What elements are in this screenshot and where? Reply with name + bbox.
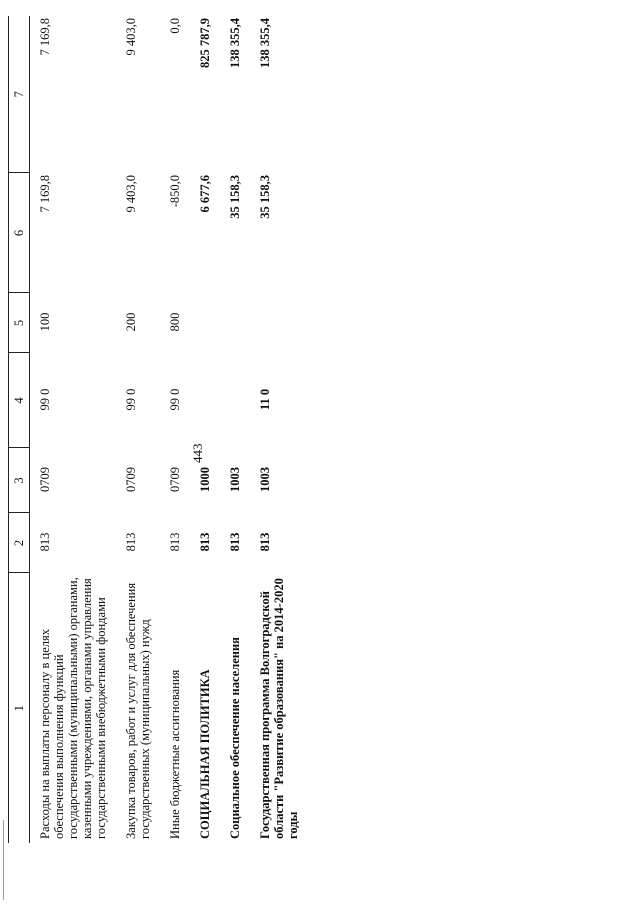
row-total: 825 787,9 bbox=[198, 18, 212, 68]
row-type bbox=[190, 293, 220, 353]
row-code: 813 bbox=[168, 532, 182, 552]
header-col-5: 5 bbox=[9, 293, 30, 353]
row-type: 800 bbox=[168, 312, 182, 332]
row-code: 813 bbox=[198, 532, 212, 552]
row-target: 99 0 bbox=[124, 388, 138, 411]
row-code: 813 bbox=[228, 532, 242, 552]
header-row bbox=[9, 16, 30, 843]
table-row bbox=[250, 16, 308, 843]
row-code: 813 bbox=[258, 532, 272, 552]
row-section: 1003 bbox=[258, 467, 272, 492]
table-row bbox=[190, 16, 220, 843]
header-col-6: 6 bbox=[9, 173, 30, 293]
row-total: 138 355,4 bbox=[258, 18, 272, 68]
page-number: 443 bbox=[190, 443, 205, 463]
budget-table bbox=[8, 16, 308, 843]
row-type bbox=[220, 293, 250, 353]
row-total: 138 355,4 bbox=[228, 18, 242, 68]
header-col-7: 7 bbox=[9, 16, 30, 173]
row-total: 7 169,8 bbox=[38, 18, 52, 56]
row-change: 35 158,3 bbox=[258, 175, 272, 219]
table-row bbox=[160, 16, 190, 843]
row-name: Иные бюджетные ассигнования bbox=[168, 669, 182, 839]
table-row bbox=[116, 16, 160, 843]
row-total: 9 403,0 bbox=[124, 18, 138, 56]
scan-edge-line bbox=[3, 820, 4, 900]
row-change: 6 677,6 bbox=[198, 175, 212, 213]
row-section: 1003 bbox=[228, 467, 242, 492]
row-target bbox=[220, 353, 250, 448]
row-name: Расходы на выплаты персоналу в целях обеспечения выполнения функций государственными (муниципальными) органами, казенными учреждениями, органами управления государственными внебюджетными фондами bbox=[38, 577, 108, 839]
table-row bbox=[220, 16, 250, 843]
table-row bbox=[30, 16, 117, 843]
row-change: 7 169,8 bbox=[38, 175, 52, 213]
row-type: 100 bbox=[38, 312, 52, 332]
row-change: -850,0 bbox=[168, 175, 182, 208]
row-name: Социальное обеспечение населения bbox=[228, 637, 242, 839]
header-col-1: 1 bbox=[9, 573, 30, 843]
header-col-3: 3 bbox=[9, 448, 30, 513]
row-total: 0,0 bbox=[168, 18, 182, 34]
row-type bbox=[250, 293, 308, 353]
row-change: 9 403,0 bbox=[124, 175, 138, 213]
row-section: 0709 bbox=[124, 467, 138, 492]
row-target bbox=[190, 353, 220, 448]
row-code: 813 bbox=[124, 532, 138, 552]
row-section: 0709 bbox=[168, 467, 182, 492]
row-target: 11 0 bbox=[258, 388, 272, 411]
row-name: Государственная программа Волгоградской области "Развитие образования" на 2014-2020 годы bbox=[258, 578, 300, 839]
row-name: Закупка товаров, работ и услуг для обеспечения государственных (муниципальных) нужд bbox=[124, 582, 152, 839]
row-name: СОЦИАЛЬНАЯ ПОЛИТИКА bbox=[198, 669, 212, 839]
row-type: 200 bbox=[124, 312, 138, 332]
row-section: 1000 bbox=[198, 467, 212, 492]
row-change: 35 158,3 bbox=[228, 175, 242, 219]
row-target: 99 0 bbox=[168, 388, 182, 411]
row-section: 0709 bbox=[38, 467, 52, 492]
header-col-2: 2 bbox=[9, 513, 30, 573]
row-code: 813 bbox=[38, 532, 52, 552]
row-target: 99 0 bbox=[38, 388, 52, 411]
header-col-4: 4 bbox=[9, 353, 30, 448]
